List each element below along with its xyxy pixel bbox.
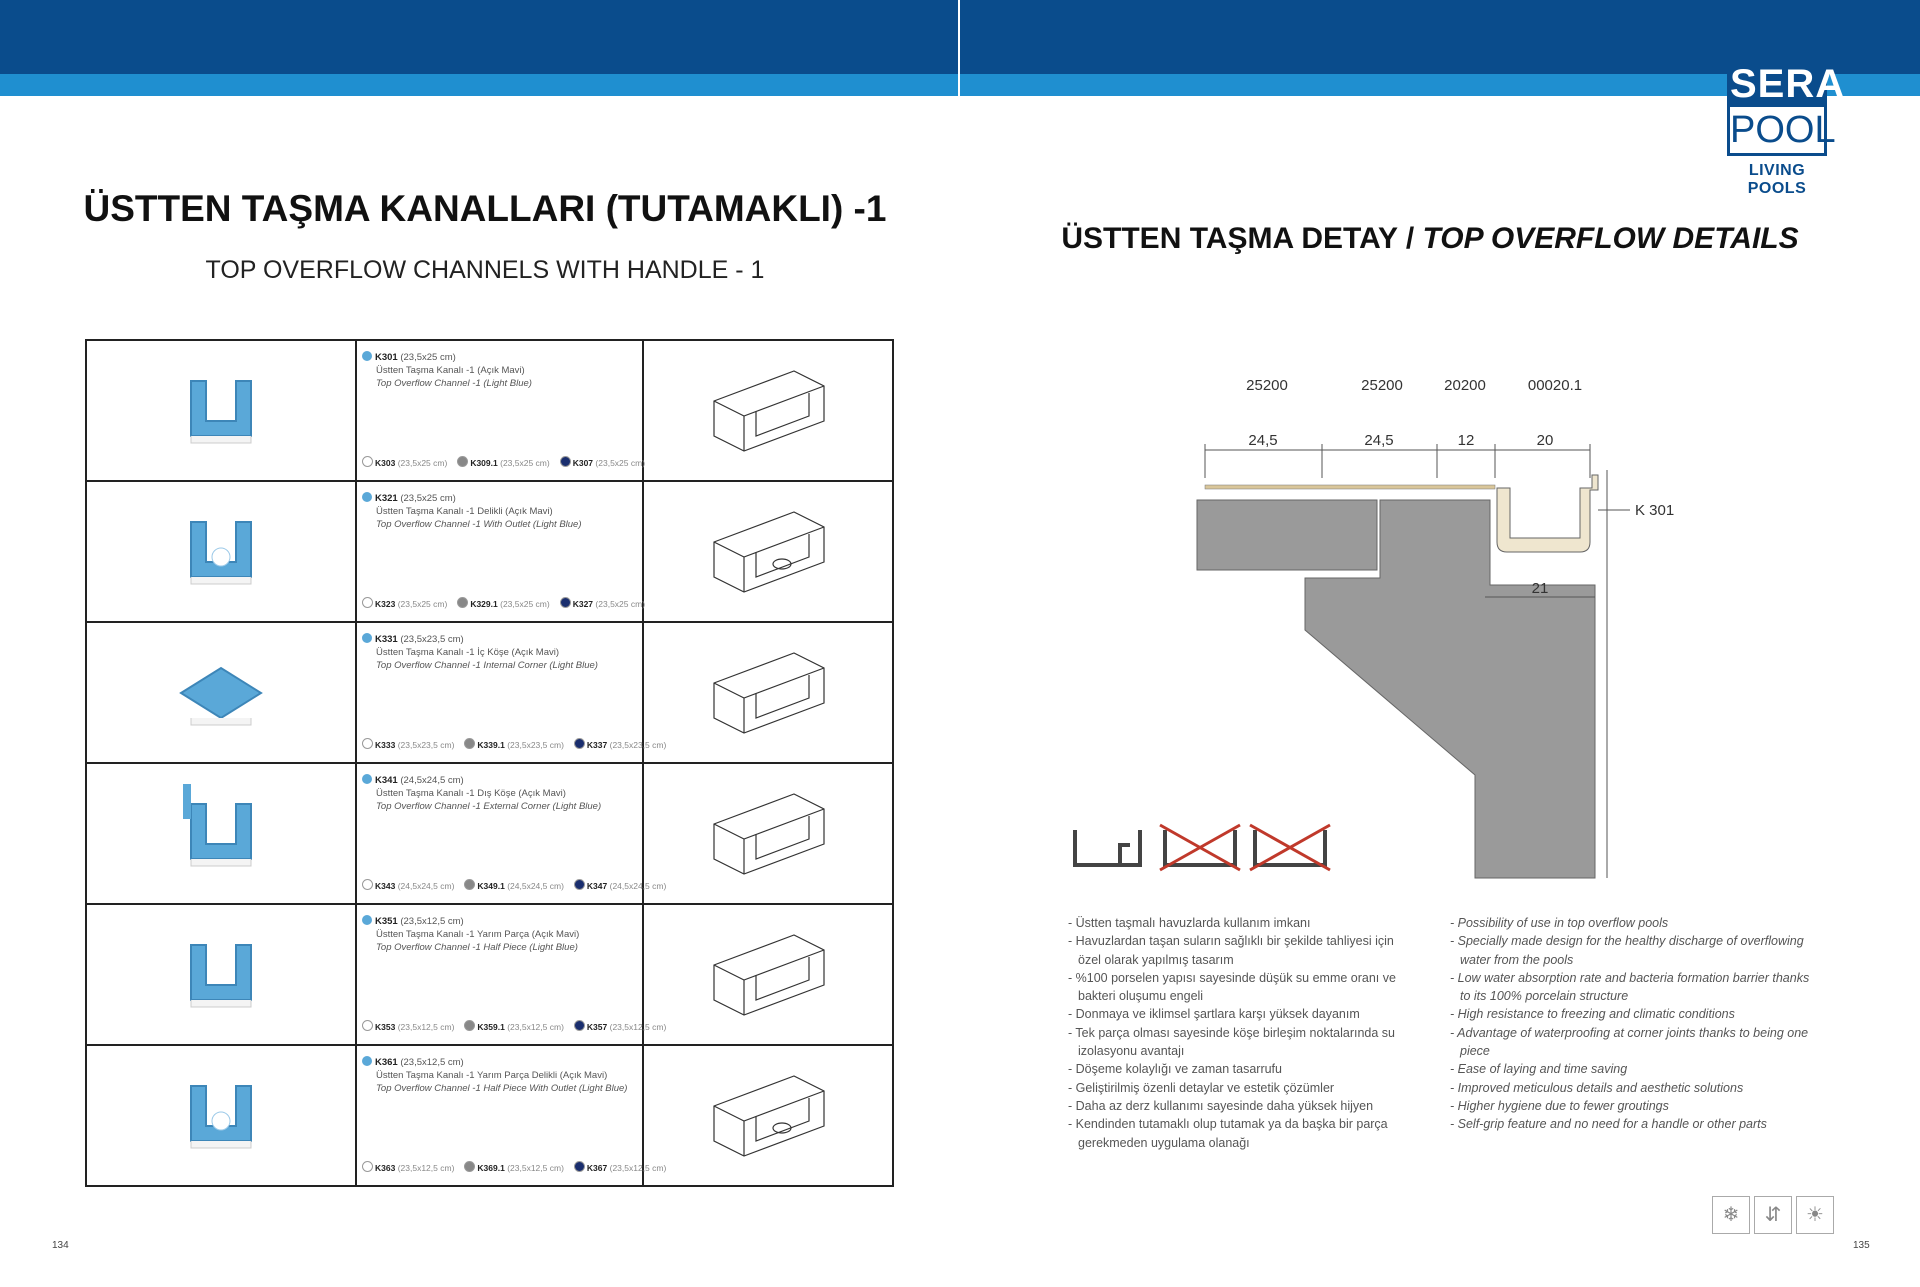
product-technical-drawing — [644, 341, 892, 480]
detail-code-3: 20200 — [1444, 377, 1486, 394]
product-photo — [87, 764, 355, 903]
product-photo — [87, 341, 355, 480]
product-code: K321 — [375, 493, 398, 504]
variant-size: (23,5x25 cm) — [500, 458, 550, 468]
variant-color-dot — [362, 456, 373, 467]
feature-item: - Kendinden tutamaklı olup tutamak ya da başka bir parça gerekmeden uygulama olanağı — [1068, 1117, 1388, 1150]
product-drawing-cell — [643, 622, 893, 763]
product-row — [86, 481, 893, 622]
detail-dim-1: 24,5 — [1248, 432, 1278, 449]
product-name-tr: Üstten Taşma Kanalı -1 Yarım Parça Delikli (Açık Mavi) — [376, 1070, 608, 1081]
header-band-left — [0, 0, 958, 96]
variant-color-dot — [464, 879, 475, 890]
variant-item — [457, 456, 549, 468]
product-row — [86, 763, 893, 904]
product-row — [86, 1045, 893, 1186]
product-drawing-cell — [643, 481, 893, 622]
product-drawing-cell — [643, 763, 893, 904]
concrete-slab — [1197, 500, 1377, 570]
product-photo — [87, 482, 355, 621]
profile-ok-icon — [1075, 830, 1140, 865]
product-code: K341 — [375, 775, 398, 786]
product-info-cell — [356, 622, 667, 763]
frost-resistant-icon: ❄ — [1712, 1196, 1750, 1234]
color-dot — [362, 633, 372, 643]
variant-code: K367 — [586, 1163, 608, 1173]
page-number-right: 135 — [1853, 1240, 1870, 1251]
variant-size: (23,5x12,5 cm) — [397, 1022, 455, 1032]
product-name-en: Top Overflow Channel -1 (Light Blue) — [376, 378, 532, 389]
variant-size: (23,5x12,5 cm) — [397, 1163, 455, 1173]
variant-code: K349.1 — [477, 881, 505, 891]
feature-item: - Self-grip feature and no need for a handle or other parts — [1450, 1117, 1767, 1132]
variant-code: K357 — [586, 1022, 608, 1032]
variant-color-dot — [457, 597, 468, 608]
variant-color-dot — [362, 879, 373, 890]
product-photo-cell — [86, 763, 356, 904]
variant-item — [362, 738, 454, 750]
page-number-left: 134 — [52, 1240, 69, 1251]
product-size: (23,5x25 cm) — [400, 352, 456, 363]
product-technical-drawing — [644, 482, 892, 621]
product-size: (23,5x25 cm) — [400, 493, 456, 504]
variant-color-dot — [574, 1161, 585, 1172]
features-en-list — [1450, 914, 1810, 1134]
detail-code-4: 00020.1 — [1527, 377, 1583, 394]
product-name-en: Top Overflow Channel -1 Half Piece (Light Blue) — [376, 942, 578, 953]
variant-size: (23,5x25 cm) — [595, 599, 646, 609]
variant-size: (23,5x12,5 cm) — [507, 1163, 564, 1173]
sun-resistant-icon: ☀ — [1796, 1196, 1834, 1234]
feature-item: - Tek parça olması sayesinde köşe birleşim noktalarında su izolasyonu avantajı — [1068, 1025, 1396, 1059]
variant-code: K339.1 — [477, 740, 505, 750]
variant-size: (23,5x12,5 cm) — [609, 1163, 667, 1173]
variant-size: (23,5x23,5 cm) — [609, 740, 667, 750]
product-size: (24,5x24,5 cm) — [400, 775, 464, 786]
product-photo-cell — [86, 1045, 356, 1186]
logo-sera: SERA — [1730, 62, 1846, 106]
product-photo — [87, 905, 355, 1044]
variant-code: K347 — [586, 881, 608, 891]
variant-size: (23,5x23,5 cm) — [507, 740, 564, 750]
product-variants — [362, 1161, 676, 1173]
serapool-logo — [1727, 58, 1846, 198]
variant-code: K329.1 — [470, 599, 498, 609]
product-drawing-cell — [643, 1045, 893, 1186]
feature-item: - Daha az derz kullanımı sayesinde daha yüksek hijyen — [1068, 1098, 1374, 1113]
variant-size: (23,5x25 cm) — [595, 458, 646, 468]
product-code: K361 — [375, 1057, 398, 1068]
variant-item — [362, 1020, 454, 1032]
feature-item: - Döşeme kolaylığı ve zaman tasarrufu — [1068, 1062, 1282, 1077]
variant-code: K309.1 — [470, 458, 498, 468]
variant-item — [362, 1161, 454, 1173]
feature-item: - Geliştirilmiş özenli detaylar ve estetik çözümler — [1068, 1080, 1335, 1095]
color-dot — [362, 1056, 372, 1066]
variant-size: (23,5x12,5 cm) — [507, 1022, 564, 1032]
detail-dim-2: 24,5 — [1364, 432, 1394, 449]
variant-item — [560, 597, 645, 609]
property-icons — [1712, 1196, 1838, 1234]
color-dot — [362, 774, 372, 784]
product-variants — [362, 879, 676, 891]
variant-color-dot — [362, 1020, 373, 1031]
variant-size: (23,5x25 cm) — [397, 599, 448, 609]
product-size: (23,5x12,5 cm) — [400, 1057, 464, 1068]
product-name-en: Top Overflow Channel -1 Half Piece With Outlet (Light Blue) — [376, 1083, 628, 1094]
variant-color-dot — [574, 1020, 585, 1031]
variant-code: K307 — [572, 458, 594, 468]
product-technical-drawing — [644, 623, 892, 762]
product-row — [86, 622, 893, 763]
product-photo — [87, 623, 355, 762]
product-name-en: Top Overflow Channel -1 External Corner (Light Blue) — [376, 801, 602, 812]
detail-dim-3: 12 — [1457, 432, 1475, 449]
product-technical-drawing — [644, 905, 892, 1044]
product-name-en: Top Overflow Channel -1 Internal Corner (Light Blue) — [376, 660, 598, 671]
feature-item: - Possibility of use in top overflow pools — [1450, 916, 1669, 930]
feature-item: - Higher hygiene due to fewer groutings — [1450, 1098, 1669, 1113]
variant-size: (23,5x25 cm) — [397, 458, 448, 468]
product-technical-drawing — [644, 764, 892, 903]
variant-size: (23,5x12,5 cm) — [609, 1022, 667, 1032]
product-row — [86, 904, 893, 1045]
product-table — [85, 339, 894, 1187]
variant-color-dot — [457, 456, 468, 467]
variant-color-dot — [362, 738, 373, 749]
variant-item — [464, 738, 564, 750]
feature-item: - Low water absorption rate and bacteria formation barrier thanks to its 100% porcelain structure — [1450, 970, 1810, 1004]
tile-strip — [1205, 485, 1495, 489]
detail-title-tr: ÜSTTEN TAŞMA DETAY / — [1061, 222, 1423, 255]
product-code: K351 — [375, 916, 398, 927]
variant-item — [457, 597, 549, 609]
detail-dim-21: 21 — [1531, 580, 1549, 597]
variant-code: K343 — [375, 881, 396, 891]
variant-code: K353 — [375, 1022, 396, 1032]
color-dot — [362, 915, 372, 925]
feature-item: - Ease of laying and time saving — [1450, 1062, 1628, 1077]
variant-code: K323 — [375, 599, 396, 609]
product-name-tr: Üstten Taşma Kanalı -1 Yarım Parça (Açık Mavi) — [376, 929, 580, 940]
product-name-tr: Üstten Taşma Kanalı -1 İç Köşe (Açık Mavi) — [376, 647, 560, 658]
variant-code: K363 — [375, 1163, 396, 1173]
variant-size: (23,5x25 cm) — [500, 599, 550, 609]
variant-code: K327 — [572, 599, 594, 609]
product-photo-cell — [86, 481, 356, 622]
product-drawing-cell — [643, 340, 893, 481]
detail-k301-label: K 301 — [1635, 502, 1675, 519]
product-variants — [362, 738, 676, 750]
product-name-tr: Üstten Taşma Kanalı -1 (Açık Mavi) — [376, 365, 525, 376]
page-subtitle: TOP OVERFLOW CHANNELS WITH HANDLE - 1 — [205, 256, 765, 284]
variant-item — [362, 597, 447, 609]
product-size: (23,5x23,5 cm) — [400, 634, 464, 645]
variant-size: (23,5x23,5 cm) — [397, 740, 455, 750]
product-info-cell — [356, 904, 667, 1045]
detail-code-2: 25200 — [1361, 377, 1403, 394]
variant-size: (24,5x24,5 cm) — [507, 881, 564, 891]
detail-code-1: 25200 — [1246, 377, 1288, 394]
variant-code: K303 — [375, 458, 396, 468]
color-dot — [362, 492, 372, 502]
variant-size: (24,5x24,5 cm) — [397, 881, 455, 891]
variant-item — [464, 1020, 564, 1032]
feature-item: - Improved meticulous details and aesthetic solutions — [1450, 1080, 1744, 1095]
variant-color-dot — [560, 456, 571, 467]
variant-item — [464, 1161, 564, 1173]
product-info-cell — [356, 481, 646, 622]
product-photo-cell — [86, 622, 356, 763]
logo-tagline: LIVING POOLS — [1747, 162, 1807, 197]
variant-code: K333 — [375, 740, 396, 750]
product-name-en: Top Overflow Channel -1 With Outlet (Light Blue) — [376, 519, 582, 530]
variant-code: K369.1 — [477, 1163, 505, 1173]
product-drawing-cell — [643, 904, 893, 1045]
variant-color-dot — [464, 1020, 475, 1031]
detail-title — [1060, 222, 1800, 256]
feature-item: - Üstten taşmalı havuzlarda kullanım imkanı — [1068, 916, 1311, 930]
feature-item: - Donmaya ve iklimsel şartlara karşı yüksek dayanım — [1068, 1007, 1360, 1022]
product-photo-cell — [86, 904, 356, 1045]
color-dot — [362, 351, 372, 361]
channel-profile — [1497, 475, 1598, 552]
product-info-cell — [356, 763, 667, 904]
variant-item — [560, 456, 645, 468]
variant-color-dot — [560, 597, 571, 608]
detail-title-en: TOP OVERFLOW DETAILS — [1422, 222, 1799, 255]
product-technical-drawing — [644, 1046, 892, 1185]
overflow-detail-drawing — [1060, 360, 1675, 880]
feature-item: - High resistance to freezing and climatic conditions — [1450, 1007, 1735, 1022]
product-name-tr: Üstten Taşma Kanalı -1 Dış Köşe (Açık Mavi) — [376, 788, 566, 799]
product-variants — [362, 597, 655, 609]
product-row — [86, 340, 893, 481]
logo-pool: POOL — [1730, 109, 1836, 151]
product-name-tr: Üstten Taşma Kanalı -1 Delikli (Açık Mavi) — [376, 506, 553, 517]
feature-item: - Havuzlardan taşan suların sağlıklı bir şekilde tahliyesi için özel olarak yapılmış tasarım — [1068, 934, 1394, 967]
product-variants — [362, 456, 655, 468]
variant-color-dot — [574, 879, 585, 890]
variant-item — [464, 879, 564, 891]
variant-item — [362, 879, 454, 891]
variant-color-dot — [464, 1161, 475, 1172]
profile-crossed-2-icon — [1250, 825, 1330, 870]
dimension-line — [1205, 444, 1590, 478]
variant-size: (24,5x24,5 cm) — [609, 881, 667, 891]
product-info-cell — [356, 1045, 667, 1186]
variant-color-dot — [464, 738, 475, 749]
compression-icon: ⇵ — [1754, 1196, 1792, 1234]
detail-dim-4: 20 — [1536, 432, 1554, 449]
variant-code: K337 — [586, 740, 608, 750]
variant-color-dot — [574, 738, 585, 749]
feature-item: - Advantage of waterproofing at corner joints thanks to being one piece — [1450, 1025, 1809, 1059]
feature-item: - %100 porselen yapısı sayesinde düşük su emme oranı ve bakteri oluşumu engeli — [1068, 970, 1396, 1004]
variant-color-dot — [362, 1161, 373, 1172]
profile-crossed-1-icon — [1160, 825, 1240, 870]
variant-code: K359.1 — [477, 1022, 505, 1032]
product-variants — [362, 1020, 676, 1032]
product-code: K331 — [375, 634, 398, 645]
product-info-cell — [356, 340, 646, 481]
variant-item — [362, 456, 447, 468]
product-size: (23,5x12,5 cm) — [400, 916, 464, 927]
features-tr-list — [1068, 914, 1418, 1152]
product-photo-cell — [86, 340, 356, 481]
product-photo — [87, 1046, 355, 1185]
header-stripe-left — [0, 74, 958, 96]
page-title: ÜSTTEN TAŞMA KANALLARI (TUTAMAKLI) -1 — [83, 188, 887, 229]
product-code: K301 — [375, 352, 398, 363]
variant-color-dot — [362, 597, 373, 608]
feature-item: - Specially made design for the healthy discharge of overflowing water from the pools — [1450, 934, 1804, 967]
